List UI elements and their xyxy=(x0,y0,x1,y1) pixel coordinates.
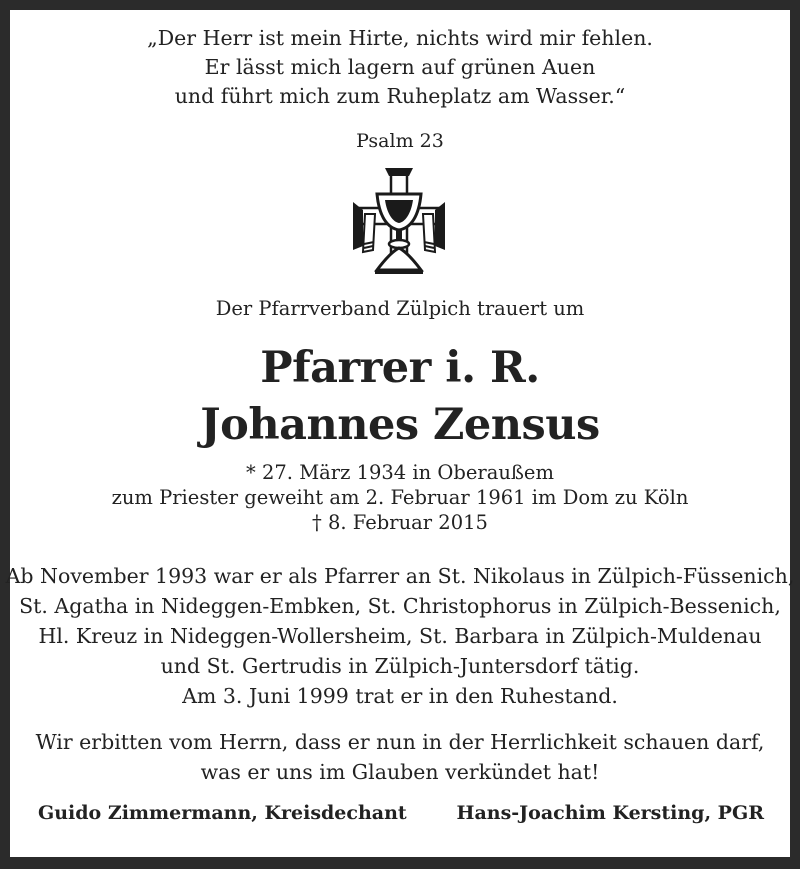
career-paragraph xyxy=(0,561,800,711)
career-line: und St. Gertrudis in Zülpich-Juntersdorf tätig. xyxy=(160,654,640,678)
quote-line: und führt mich zum Ruheplatz am Wasser.“ xyxy=(174,84,626,108)
signature-right: Hans-Joachim Kersting, PGR xyxy=(456,802,764,824)
deceased-name: Johannes Zensus xyxy=(200,400,600,450)
quote-line: Er lässt mich lagern auf grünen Auen xyxy=(204,55,596,79)
life-dates xyxy=(0,460,800,535)
ordination-date: zum Priester geweiht am 2. Februar 1961 im Dom zu Köln xyxy=(111,486,689,509)
closing-line: was er uns im Glauben verkündet hat! xyxy=(200,760,600,784)
career-line: St. Agatha in Nideggen-Embken, St. Christophorus in Zülpich-Bessenich, xyxy=(19,594,781,618)
career-line: Ab November 1993 war er als Pfarrer an St. Nikolaus in Zülpich-Füssenich, xyxy=(5,564,795,588)
chalice-cross-icon xyxy=(351,166,447,278)
career-line: Am 3. Juni 1999 trat er in den Ruhestand. xyxy=(182,684,618,708)
quote-source: Psalm 23 xyxy=(356,130,444,152)
closing-prayer xyxy=(0,727,800,787)
signature-left: Guido Zimmermann, Kreisdechant xyxy=(38,802,407,824)
quote-line: „Der Herr ist mein Hirte, nichts wird mir fehlen. xyxy=(147,26,653,50)
deceased-heading xyxy=(0,340,800,454)
closing-line: Wir erbitten vom Herrn, dass er nun in der Herrlichkeit schauen darf, xyxy=(35,730,765,754)
deceased-title: Pfarrer i. R. xyxy=(260,343,540,393)
birth-date: * 27. März 1934 in Oberaußem xyxy=(246,461,554,484)
career-line: Hl. Kreuz in Nideggen-Wollersheim, St. Barbara in Zülpich-Muldenau xyxy=(38,624,762,648)
intro-line: Der Pfarrverband Zülpich trauert um xyxy=(215,297,585,320)
death-date: † 8. Februar 2015 xyxy=(312,511,488,534)
bible-quote xyxy=(0,24,800,111)
